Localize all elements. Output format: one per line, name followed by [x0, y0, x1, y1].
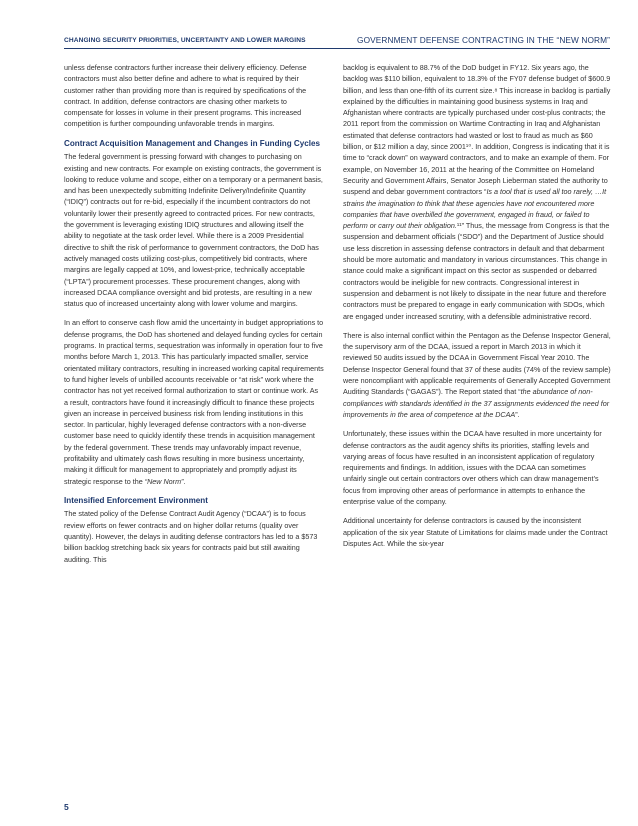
italic-quote: Is a tool that is used all too rarely, …It strains the imagination to think that these agencies have not encountered more companies that have overbilled the government, engaged in fraud, or failed to perform or carry out their obligation.	[343, 187, 607, 231]
text-run: ”.	[515, 409, 520, 419]
paragraph	[64, 317, 324, 486]
text-run: There is also internal conflict within the Pentagon as the Defense Inspector General, the supervisory arm of the DCAA, issued a report in March 2013 in which it reviewed 50 audits issued by the DCAA in Government Fiscal Year 2010. The Defense Inspector General found that 37 of these audits (74% of the review sample) were noncompliant with applicable requirements of Generally Accepted Government Auditing Standards (“GAGAS”). The Report stated that “	[343, 330, 611, 397]
running-header-title: GOVERNMENT DEFENSE CONTRACTING IN THE “NEW NORM”	[357, 35, 610, 45]
paragraph: The federal government is pressing forward with changes to purchasing on existing and new contracts. For example on existing contracts, the government is looking to reduce volume and scope, either on a temporary or a permanent basis, and has been unexpectedly submitting Indefinite Delivery/Indefinite Quantity (“IDIQ”) contracts out for re-bid, especially if the incumbent contractors do not voluntarily lower their presently agreed to contracted prices. For new contracts, the government is leveraging existing IDIQ structures and allowing itself the ability to negotiate at the task order level. While there is a 2009 Presidential directive to shift the risk of performance to government contractors, the DoD has actively managed costs utilizing cost-plus, competitively bid contracts, where margins are legally capped at 10%, and lowest-price, technically acceptable (“LPTA”) procurement processes. These procurement changes, along with increased DCAA compliance oversight and bid protests, are resulting in a new status quo of increased uncertainty along with lower volume and margins.	[64, 152, 323, 309]
header-divider	[64, 48, 610, 49]
section-heading-contract-acquisition: Contract Acquisition Management and Changes in Funding Cycles	[64, 138, 321, 148]
text-run: .	[183, 476, 186, 486]
left-column	[64, 62, 324, 573]
page-number: 5	[64, 802, 69, 812]
paragraph	[343, 330, 611, 420]
paragraph	[343, 62, 611, 322]
paragraph: Additional uncertainty for defense contractors is caused by the inconsistent application of the six year Statute of Limitations for claims made under the Contract Disputes Act. While the six-year	[343, 516, 608, 548]
italic-text: “New Norm”	[144, 476, 184, 486]
text-run: In an effort to conserve cash flow amid the uncertainty in budget appropriations to defense programs, the DoD has shortened and delayed funding cycles for certain programs. In practical terms, sequestration was informally in operation four to five months before March 1, 2013. This has particularly impacted smaller, service orientated military contractors, resulting in increased working capital requirements to fund higher levels of unbilled accounts receivable or “at risk” work where the contractor has not yet received formal authorization to start or continue work. As a result, contractors have found it increasingly difficult to finance these projects given an increase in perceived business risk from lending institutions in this sector. In particular, highly leveraged defense contractors with a non-diverse customer base need to quickly identify these trends in acquisition management by the federal government. These trends may unfavorably impact revenue, profitability and ultimately cash flows resulting in more business uncertainty, making it difficult for management to appropriately and promptly adjust its strategic response to the	[64, 318, 324, 486]
section-heading-enforcement: Intensified Enforcement Environment	[64, 495, 208, 505]
right-column	[343, 62, 611, 557]
paragraph: Unfortunately, these issues within the DCAA have resulted in more uncertainty for defense contractors as the audit agency shifts its priorities, staffing levels and varying areas of focus have resulted in an inconsistent application of regulatory requirements and findings. In addition, issues with the DCAA can sometimes unfairly single out certain contractors over others which can draw management’s focus from improving other areas of performance in attempts to enhance the enterprise value of the company.	[343, 429, 602, 506]
paragraph: unless defense contractors further increase their delivery efficiency. Defense contractors must also better define and adhere to what is required by their customer rather than providing more than is required by specifications of the contract. In addition, defense contractors are chasing other markets to compensate for losses in volume in their present programs. This increased competition is further compounding unfavorable trends in margins.	[64, 63, 307, 129]
text-run: ¹¹” Thus, the message from Congress is that the suspension and debarment officials (“SDO”) and the Department of Justice should use less discretion in assessing defense contractors in default and that debarment should be more automatic and mandatory in various circumstances. This change in stance could make a significant impact on this sector as suspended or debarred contractors would be ineligible for new contracts. Congressional interest in suspension and debarment is not likely to dissipate in the near future and therefore contractors must be prepared to engage in early communication with SDOs, which are engaged under increased scrutiny, with a defensible administrative record.	[343, 221, 610, 321]
italic-quote: the abundance of non-compliances with standards identified in the 37 assignments evidenced the need for improvements in the area of competence at the DCAA	[343, 387, 610, 419]
text-run: backlog is equivalent to 88.7% of the DoD budget in FY12. Six years ago, the backlog was $110 billion, equivalent to 18.3% of the FY07 defense budget of $600.9 billion, and less than one-fifth of its current size.⁸ This increase in backlog is partially explained by the difficulties in maintaining good business systems in Iraq and Afghanistan where contracts are typically purchased under cost-plus contracts; the 2011 report from the commission on Wartime Contracting in Iraq and Afghanistan estimated that defense contractors had wasted or lost to fraud as much as $60 billion, or $12 million a day, since 2001¹⁰. In addition, Congress is indicating that it is time to “crack down” on wayward contractors, and to make an example of them. For example, on November 16, 2011 at the hearing of the Committee on Homeland Security and Government Affairs, Senator Joseph Lieberman stated the authority to suspend and debar government contractors “	[343, 63, 611, 197]
running-header-section: CHANGING SECURITY PRIORITIES, UNCERTAINTY AND LOWER MARGINS	[64, 37, 306, 44]
paragraph: The stated policy of the Defense Contract Audit Agency (“DCAA”) is to focus review efforts on fewer contracts and on higher dollar returns (quality over quantity). However, the delays in auditing defense contractors has led to a $573 billion backlog stretching back six years for contracts paid but still awaiting auditing. This	[64, 509, 318, 564]
